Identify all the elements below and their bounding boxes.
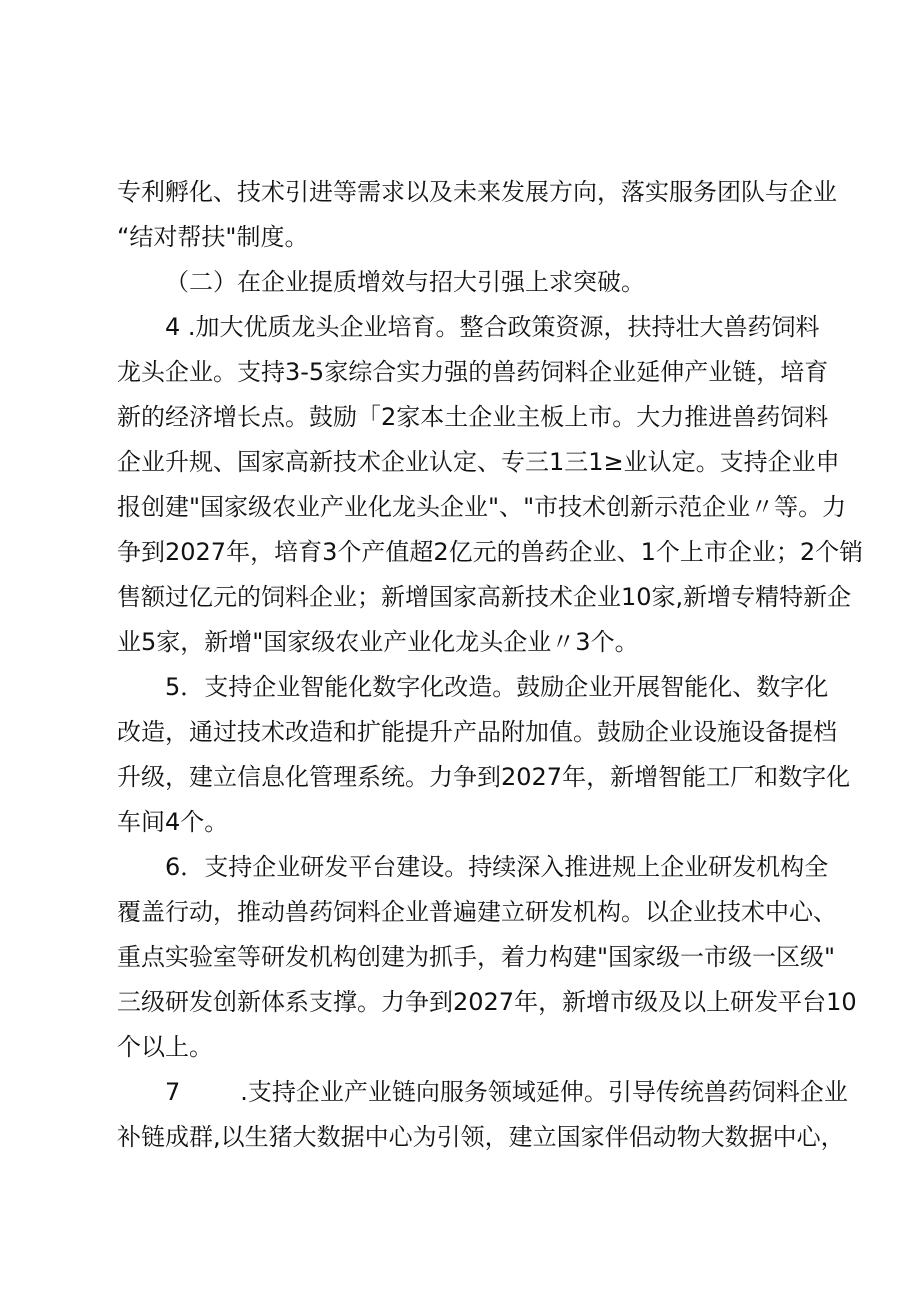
- section-heading: （二）在企业提质增效与招大引强上求突破。: [165, 268, 645, 296]
- text-line: “结对帮扶"制度。: [117, 223, 309, 251]
- paragraph-7-first-line: [117, 1070, 848, 1115]
- paragraph-7-text: .支持企业产业链向服务领域延伸。引导传统兽药饲料企业: [240, 1078, 848, 1106]
- text-line: 车间4个。: [117, 808, 229, 836]
- text-line: 个以上。: [117, 1033, 213, 1061]
- text-line: 龙头企业。支持3-5家综合实力强的兽药饲料企业延伸产业链，培育: [117, 358, 829, 386]
- text-line: 企业升规、国家高新技术企业认定、专三1三1≥业认定。支持企业申: [117, 448, 840, 476]
- text-line: 售额过亿元的饲料企业；新增国家高新技术企业10家,新增专精特新企: [117, 583, 852, 611]
- document-body: [117, 170, 864, 1160]
- text-line: 升级，建立信息化管理系统。力争到2027年，新增智能工厂和数字化: [117, 763, 851, 791]
- text-line: 覆盖行动，推动兽药饲料企业普遍建立研发机构。以企业技术中心、: [117, 898, 837, 926]
- text-line: 三级研发创新体系支撑。力争到2027年，新增市级及以上研发平台10: [117, 988, 857, 1016]
- text-line: 改造，通过技术改造和扩能提升产品附加值。鼓励企业设施设备提档: [117, 718, 837, 746]
- text-line: 业5家，新增"国家级农业产业化龙头企业〃3个。: [117, 628, 639, 656]
- paragraph-5-first-line: 5．支持企业智能化数字化改造。鼓励企业开展智能化、数字化: [165, 673, 829, 701]
- paragraph-4-first-line: 4 .加大优质龙头企业培育。整合政策资源，扶持壮大兽药饲料: [165, 313, 820, 341]
- text-line: 专利孵化、技术引进等需求以及未来发展方向，落实服务团队与企业: [117, 178, 837, 206]
- paragraph-6-first-line: 6．支持企业研发平台建设。持续深入推进规上企业研发机构全: [165, 853, 829, 881]
- paragraph-7-number: 7: [165, 1078, 181, 1106]
- text-line: 补链成群,以生猪大数据中心为引领，建立国家伴侣动物大数据中心，: [117, 1123, 845, 1151]
- text-line: 争到2027年，培育3个产值超2亿元的兽药企业、1个上市企业；2个销: [117, 538, 864, 566]
- text-line: 新的经济增长点。鼓励「2家本土企业主板上市。大力推进兽药饲料: [117, 403, 829, 431]
- text-line: 重点实验室等研发机构创建为抓手，着力构建"国家级一市级一区级": [117, 943, 836, 971]
- text-line: 报创建"国家级农业产业化龙头企业"、"市技术创新示范企业〃等。力: [117, 493, 847, 521]
